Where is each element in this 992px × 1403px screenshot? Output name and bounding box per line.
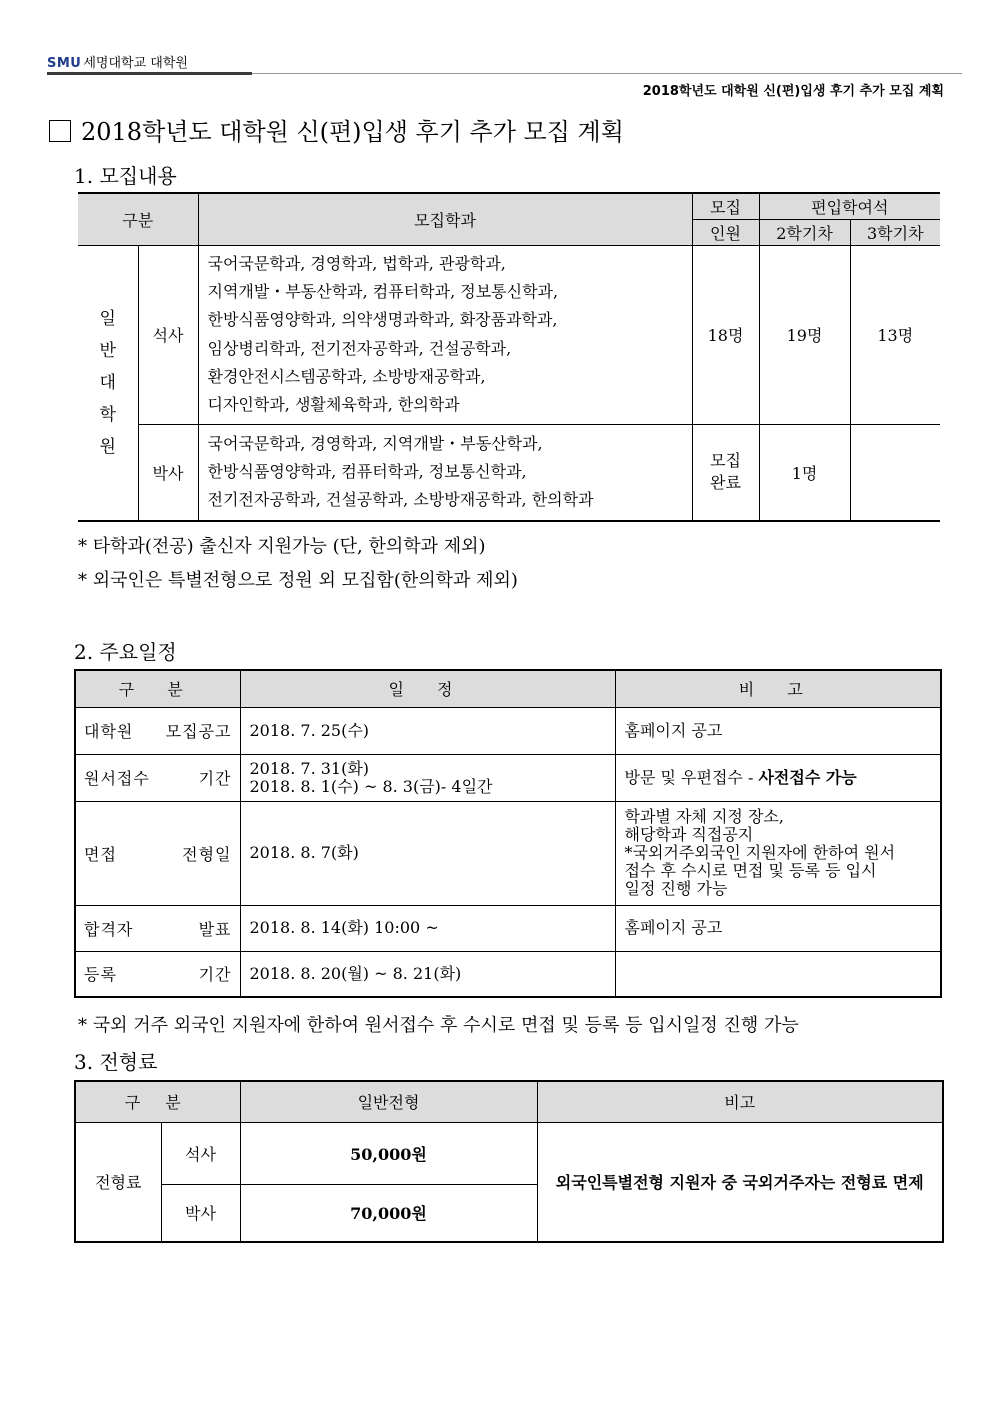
note-foreigners: * 외국인은 특별전형으로 정원 외 모집함(한의학과 제외) <box>78 570 518 591</box>
document-label: 2018학년도 대학원 신(편)입생 후기 추가 모집 계획 <box>642 84 944 99</box>
remark-results: 홈페이지 공고 <box>615 905 941 951</box>
note-other-majors: * 타학과(전공) 출신자 지원가능 (단, 한의학과 제외) <box>78 536 486 557</box>
header-transfer: 편입학여석 <box>759 193 940 219</box>
header-general: 일반전형 <box>240 1081 537 1122</box>
fee-label: 전형료 <box>75 1122 161 1242</box>
remark-registration <box>615 951 941 997</box>
header-rule-thin <box>252 73 962 74</box>
header-category: 구 분 <box>75 670 240 707</box>
doctoral-quota: 모집 완료 <box>692 424 759 521</box>
row-label-interview: 면접 전형일 <box>75 801 240 905</box>
degree-doctoral: 박사 <box>138 424 198 521</box>
header-rule-thick <box>47 72 252 75</box>
header-quota-2: 인원 <box>692 219 759 245</box>
degree-doctoral: 박사 <box>161 1184 240 1242</box>
degree-masters: 석사 <box>161 1122 240 1184</box>
fee-masters: 50,000원 <box>240 1122 537 1184</box>
schedule-application: 2018. 7. 31(화) 2018. 8. 1(수) ~ 8. 3(금)- 4일간 <box>240 754 615 801</box>
masters-sem2: 19명 <box>759 245 850 424</box>
table-row <box>75 951 941 997</box>
table-row <box>75 801 941 905</box>
schedule-announcement: 2018. 7. 25(수) <box>240 707 615 754</box>
checkbox-square-icon <box>49 120 71 142</box>
section3-title: 3. 전형료 <box>74 1050 158 1074</box>
page-title <box>49 112 624 147</box>
header-sem3: 3학기차 <box>850 219 940 245</box>
remark-application: 방문 및 우편접수 - 사전접수 가능 <box>615 754 941 801</box>
header-category: 구분 <box>78 193 198 245</box>
doctoral-departments: 국어국문학과, 경영학과, 지역개발・부동산학과, 한방식품영양학과, 컴퓨터학과, 정보통신학과, 전기전자공학과, 건설공학과, 소방방재공학과, 한의학과 <box>198 424 692 521</box>
fee-table <box>74 1080 944 1243</box>
row-label-announcement: 대학원 모집공고 <box>75 707 240 754</box>
page-title-text: 2018학년도 대학원 신(편)입생 후기 추가 모집 계획 <box>81 118 624 146</box>
section1-title: 1. 모집내용 <box>74 164 177 188</box>
header-remarks: 비 고 <box>615 670 941 707</box>
schedule-table <box>74 669 942 998</box>
recruitment-table <box>78 192 940 522</box>
schedule-registration: 2018. 8. 20(월) ~ 8. 21(화) <box>240 951 615 997</box>
header-departments: 모집학과 <box>198 193 692 245</box>
header-schedule: 일 정 <box>240 670 615 707</box>
doctoral-sem2: 1명 <box>759 424 850 521</box>
schedule-interview: 2018. 8. 7(화) <box>240 801 615 905</box>
degree-masters: 석사 <box>138 245 198 424</box>
row-label-results: 합격자 발표 <box>75 905 240 951</box>
note-foreign-applicants: * 국외 거주 외국인 지원자에 한하여 원서접수 후 수시로 면접 및 등록 등 입시일정 진행 가능 <box>78 1015 799 1036</box>
fee-doctoral: 70,000원 <box>240 1184 537 1242</box>
header-remarks: 비고 <box>537 1081 943 1122</box>
masters-departments: 국어국문학과, 경영학과, 법학과, 관광학과, 지역개발・부동산학과, 컴퓨터학과, 정보통신학과, 한방식품영양학과, 의약생명과학과, 화장품과학과, 임상병리학과, 전기전자공학과, 건설공학과, 환경안전시스템공학과, 소방방재공학과, 디자인학과, 생활체육학과, 한의학과 <box>198 245 692 424</box>
header-sem2: 2학기차 <box>759 219 850 245</box>
section2-title: 2. 주요일정 <box>74 640 177 664</box>
fee-remark: 외국인특별전형 지원자 중 국외거주자는 전형료 면제 <box>537 1122 943 1242</box>
group-label: 일 반 대 학 원 <box>78 245 138 521</box>
header-quota-1: 모집 <box>692 193 759 219</box>
schedule-results: 2018. 8. 14(화) 10:00 ~ <box>240 905 615 951</box>
page-header <box>47 52 188 71</box>
table-row <box>75 707 941 754</box>
table-row <box>75 754 941 801</box>
remark-announcement: 홈페이지 공고 <box>615 707 941 754</box>
header-category: 구 분 <box>75 1081 240 1122</box>
row-label-application: 원서접수 기간 <box>75 754 240 801</box>
row-label-registration: 등록 기간 <box>75 951 240 997</box>
org-name: 세명대학교 대학원 <box>83 56 188 71</box>
masters-sem3: 13명 <box>850 245 940 424</box>
remark-interview: 학과별 자체 지정 장소, 해당학과 직접공지 *국외거주외국인 지원자에 한하여 원서 접수 후 수시로 면접 및 등록 등 입시 일정 진행 가능 <box>615 801 941 905</box>
table-row <box>75 905 941 951</box>
masters-quota: 18명 <box>692 245 759 424</box>
university-logo: SMU <box>47 56 82 71</box>
doctoral-sem3 <box>850 424 940 521</box>
table-row <box>75 1122 943 1184</box>
